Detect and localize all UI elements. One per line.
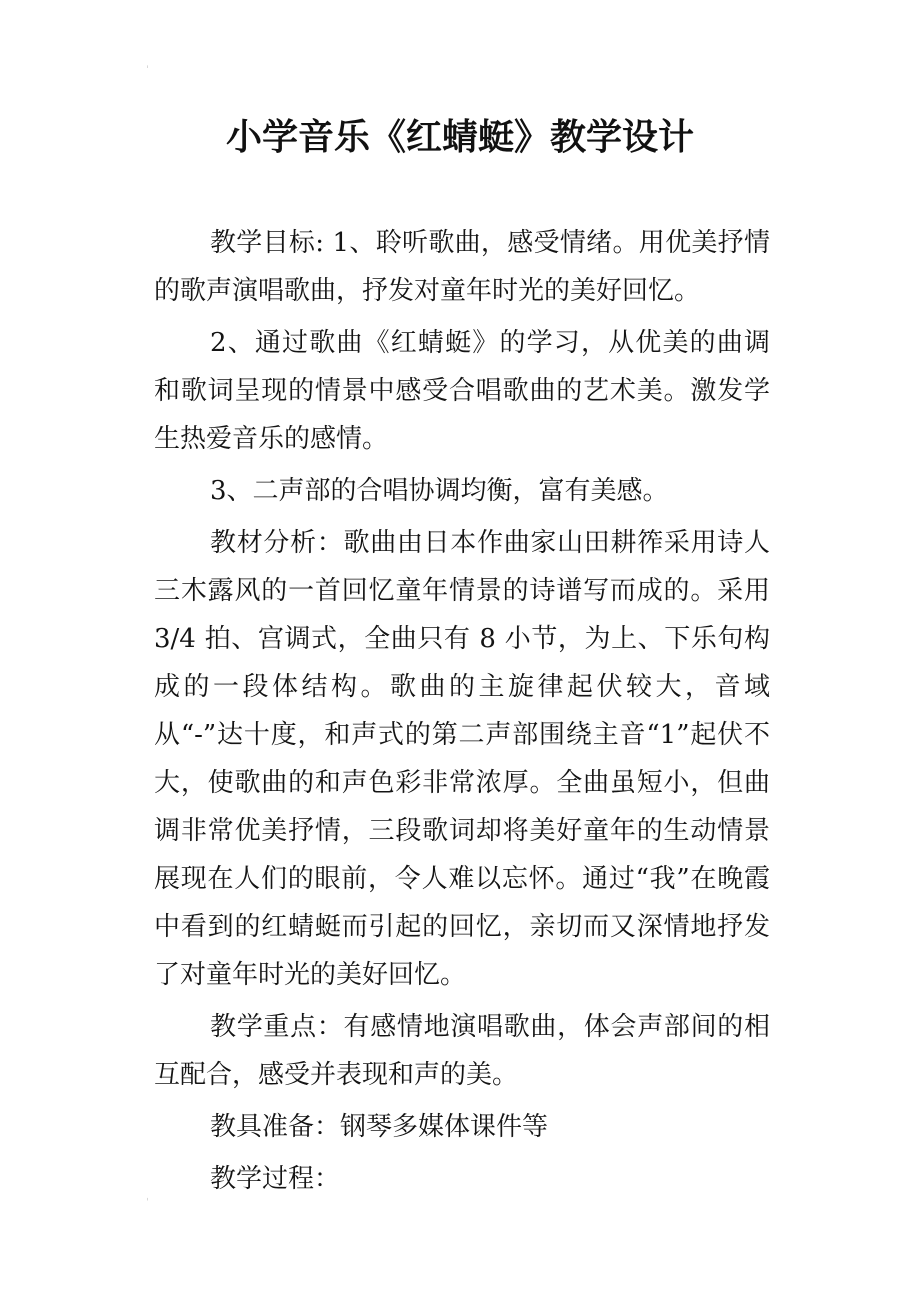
- scan-mark-icon: ˈ: [146, 65, 149, 76]
- scan-mark-icon: ˌ: [146, 1191, 149, 1202]
- document-body: [154, 219, 770, 1207]
- paragraph-teaching-process: 教学过程：: [210, 1164, 341, 1194]
- paragraph-material-analysis: 教材分析：歌曲由日本作曲家山田耕筰采用诗人三木露风的一首回忆童年情景的诗谱写而成的。采用 3/4 拍、宫调式，全曲只有 8 小节，为上、下乐句构成的一段体结构。歌曲的主旋律起伏较大，音域从“-”达十度，和声式的第二声部围绕主音“1”起伏不大，使歌曲的和声色彩非常浓厚。全曲虽短小，但曲调非常优美抒情，三段歌词却将美好童年的生动情景展现在人们的眼前，令人难以忘怀。通过“我”在晚霞中看到的红蜻蜓而引起的回忆，亲切而又深情地抒发了对童年时光的美好回忆。: [154, 528, 770, 990]
- paragraph-teaching-focus: 教学重点：有感情地演唱歌曲，体会声部间的相互配合，感受并表现和声的美。: [154, 1012, 770, 1090]
- paragraph-teaching-goal-3: 3、二声部的合唱协调均衡，富有美感。: [210, 476, 669, 506]
- paragraph-teaching-goal-2: 2、通过歌曲《红蜻蜓》的学习，从优美的曲调和歌词呈现的情景中感受合唱歌曲的艺术美。激发学生热爱音乐的感情。: [154, 328, 770, 454]
- paragraph-teaching-goal-1: 教学目标: 1、聆听歌曲，感受情绪。用优美抒情的歌声演唱歌曲，抒发对童年时光的美好回忆。: [154, 228, 770, 306]
- paragraph-teaching-tools: 教具准备：钢琴多媒体课件等: [210, 1112, 549, 1142]
- document-title: 小学音乐《红蜻蜓》教学设计: [225, 117, 694, 158]
